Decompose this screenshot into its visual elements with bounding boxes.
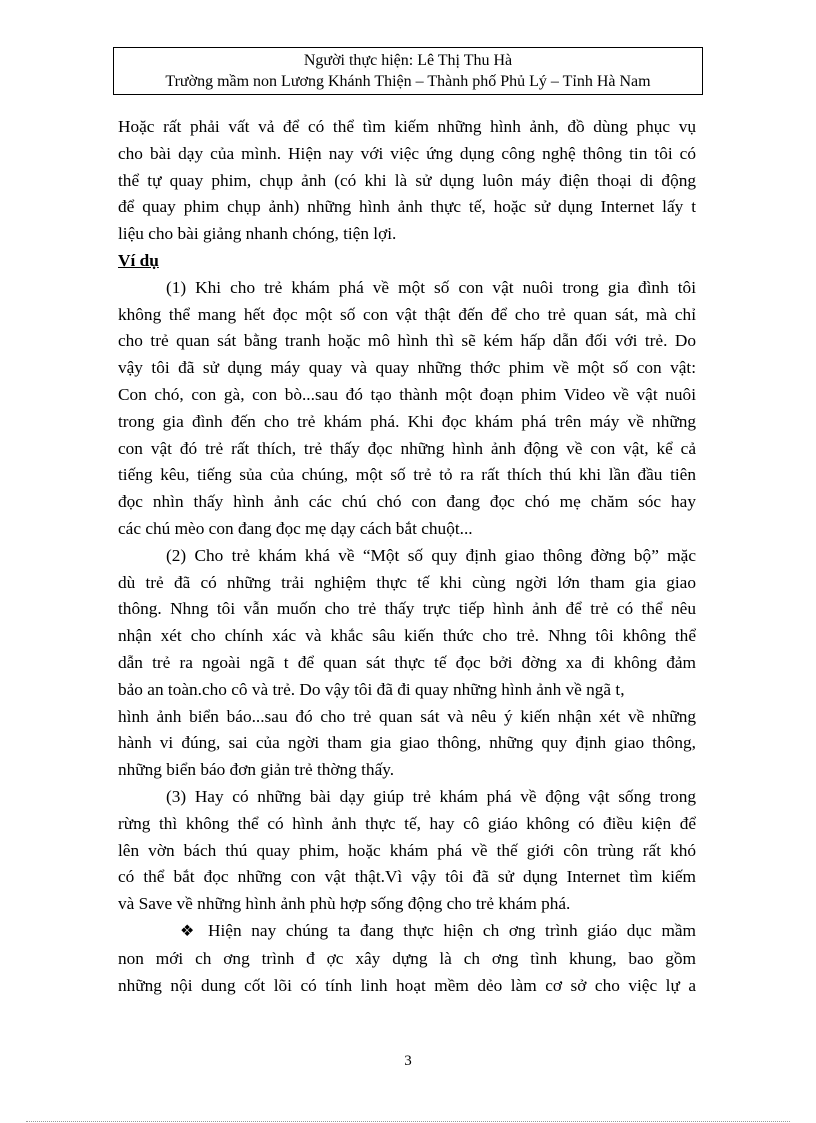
text-line: cho trẻ quan sát bằng tranh hoặc mô hình thì sẽ kém hấp dẫn đối với trẻ. Do: [118, 331, 696, 351]
text-line: (2) Cho trẻ khám khá về “Một số quy định giao thông đờng bộ” mặc: [166, 545, 696, 565]
text-line: Con chó, con gà, con bò...sau đó tạo thành một đoạn phim Video về vật nuôi: [118, 384, 696, 404]
text-line: hành vi đúng, sai của ngời tham gia giao thông, những quy định giao thông,: [118, 733, 696, 753]
text-line: con vật đó trẻ rất thích, trẻ thấy đọc những hình ảnh động về con vật, kể cả: [118, 438, 696, 458]
example-1-paragraph: [118, 275, 696, 543]
text-line: trong gia đình đến cho trẻ khám phá. Khi đọc khám phá trên máy về những: [118, 411, 696, 431]
text-line: Hoặc rất phải vất vả để có thể tìm kiếm những hình ảnh, đồ dùng phục vụ: [118, 117, 696, 136]
text-line: (3) Hay có những bài dạy giúp trẻ khám phá về động vật sống trong: [166, 786, 696, 806]
text-line: thể tự quay phim, chụp ảnh (có khi là sử dụng luôn máy điện thoại di động: [118, 170, 696, 190]
bullet-paragraph: [118, 918, 696, 999]
text-line: lên vờn bách thú quay phim, hoặc khám phá về thế giới côn trùng rất khó: [118, 840, 696, 860]
text-line: không thể mang hết đọc một số con vật thật đến để cho trẻ quan sát, mà chỉ: [118, 304, 696, 324]
text-line: có thể bắt đọc những con vật thật.Vì vậy tôi đã sử dụng Internet tìm kiếm: [118, 867, 696, 887]
text-line: tiếng kêu, tiếng sủa của chúng, một số trẻ tỏ ra rất thích thú khi lần đầu tiên: [118, 465, 696, 485]
text-line: những nội dung cốt lõi có tính linh hoạt mềm dẻo làm cơ sở cho việc lự a: [118, 975, 696, 995]
bullet-line-text: Hiện nay chúng ta đang thực hiện ch ơng trình giáo dục mầm: [208, 920, 696, 940]
author-line: Người thực hiện: Lê Thị Thu Hà: [303, 52, 513, 69]
text-line: những biển báo đơn giản trẻ thờng thấy.: [118, 760, 395, 780]
document-body: [118, 114, 696, 999]
text-line: đọc nhìn thấy hình ảnh các chú chó con đang đọc chó mẹ chăm sóc hay: [118, 492, 696, 512]
text-line: các chú mèo con đang đọc mẹ dạy cách bắt chuột...: [118, 518, 473, 538]
example-2-paragraph: [118, 543, 696, 784]
example-heading: Ví dụ: [118, 250, 159, 270]
text-line: cho bài dạy của mình. Hiện nay với việc ứng dụng công nghệ thông tin tôi có: [118, 143, 696, 163]
text-line: để quay phim chụp ảnh) những hình ảnh thực tế, hoặc sử dụng Internet lấy t: [118, 197, 696, 217]
text-line: dù trẻ đã có những trải nghiệm thực tế khi cùng ngời lớn tham gia giao: [118, 572, 696, 592]
text-line: thông. Nhng tôi vẫn muốn cho trẻ thấy trực tiếp hình ảnh để trẻ có thể nêu: [118, 599, 696, 619]
text-line: liệu cho bài giảng nhanh chóng, tiện lợi.: [118, 224, 397, 244]
paragraph-intro: [118, 114, 696, 248]
text-line: (1) Khi cho trẻ khám phá về một số con vật nuôi trong gia đình tôi: [166, 277, 696, 297]
page-number: 3: [404, 1053, 412, 1069]
text-line: dẫn trẻ ra ngoài ngã t để quan sát thực tế đọc bởi đờng xa đi không đảm: [118, 652, 696, 672]
text-line: non mới ch ơng trình đ ợc xây dựng là ch ơng tình khung, bao gồm: [118, 948, 696, 968]
diamond-bullet-icon: ❖: [180, 922, 195, 940]
text-line: nhận xét cho chính xác và khắc sâu kiến thức cho trẻ. Nhng tôi không thể: [118, 626, 696, 646]
text-line: hình ảnh biển báo...sau đó cho trẻ quan sát và nêu ý kiến nhận xét về những: [118, 706, 696, 726]
page-bottom-divider: [26, 1121, 790, 1122]
example-3-paragraph: [118, 784, 696, 918]
document-header: [113, 47, 703, 95]
text-line: rừng thì không thể có hình ảnh thực tế, hay cô giáo không có điều kiện để: [118, 813, 696, 833]
text-line: [118, 918, 696, 946]
school-line: Trường mầm non Lương Khánh Thiện – Thành phố Phủ Lý – Tỉnh Hà Nam: [165, 73, 651, 90]
text-line: vậy tôi đã sử dụng máy quay và quay những thớc phim về một số con vật:: [118, 358, 696, 378]
text-line: và Save về những hình ảnh phù hợp sống động cho trẻ khám phá.: [118, 894, 571, 914]
text-line: bảo an toàn.cho cô và trẻ. Do vậy tôi đã đi quay những hình ảnh về ngã t,: [118, 679, 625, 699]
